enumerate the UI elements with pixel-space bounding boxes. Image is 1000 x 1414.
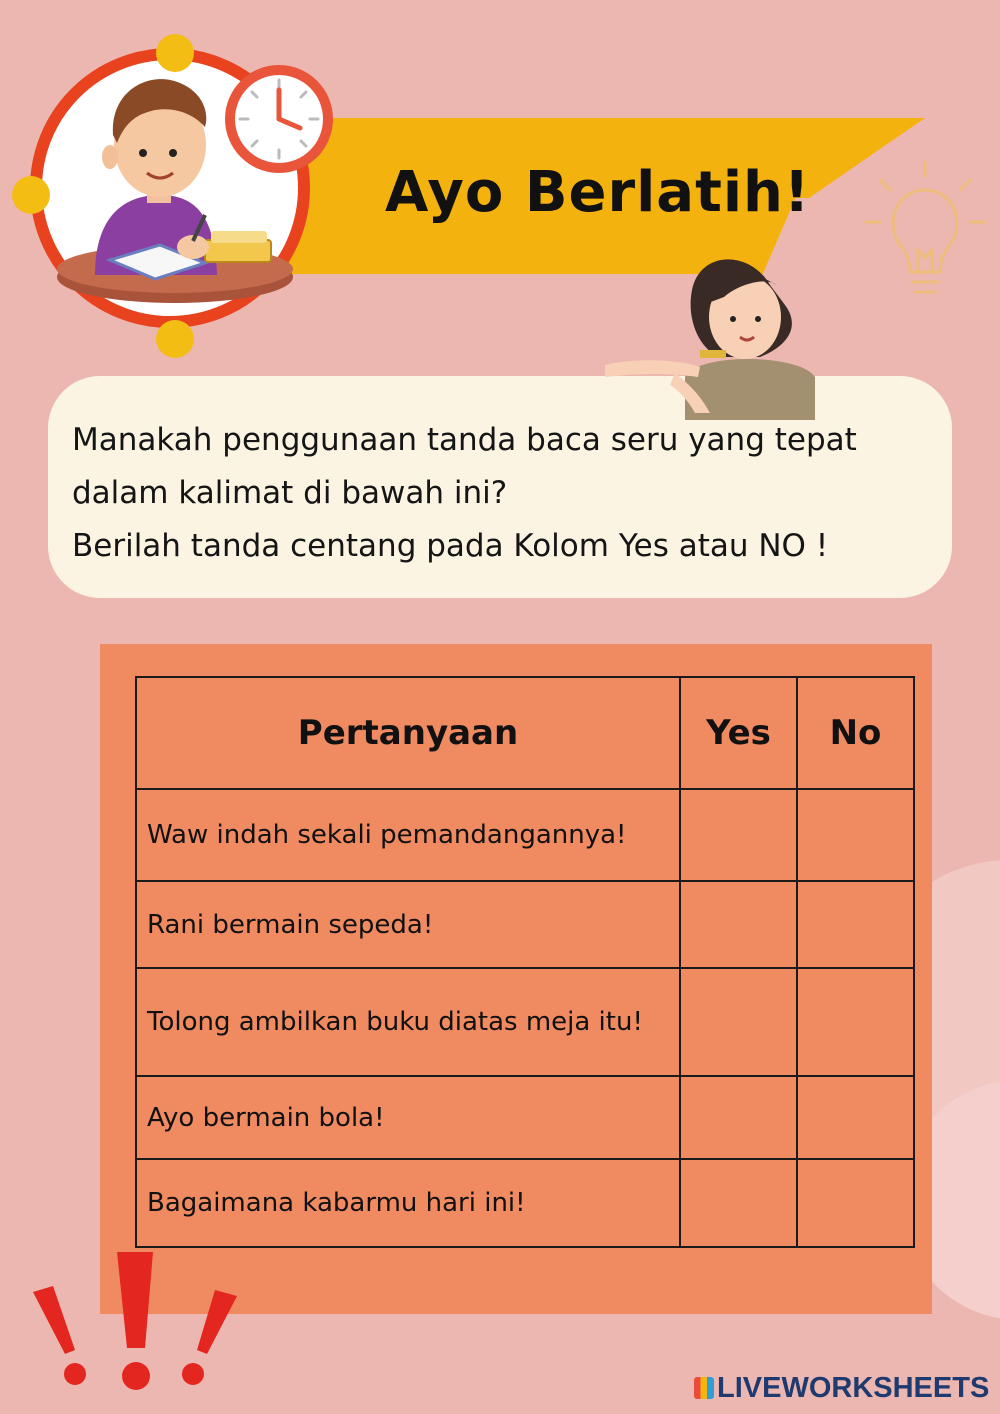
brand-logo (694, 1372, 989, 1405)
no-checkbox-cell[interactable] (797, 1076, 914, 1159)
header-yes: Yes (680, 677, 797, 789)
instruction-line: Manakah penggunaan tanda baca seru yang tepat (72, 422, 857, 458)
table-row (136, 789, 914, 881)
yes-checkbox-cell[interactable] (680, 789, 797, 881)
table-row (136, 881, 914, 968)
exclamation-marks-icon (25, 1250, 255, 1400)
instruction-text (72, 414, 857, 573)
brand-mark-icon (694, 1377, 714, 1399)
question-table (135, 676, 915, 1248)
table-header-row (136, 677, 914, 789)
teacher-illustration (600, 245, 850, 420)
decor-dot (12, 176, 50, 214)
no-checkbox-cell[interactable] (797, 881, 914, 968)
brand-name: LIVEWORKSHEETS (717, 1372, 990, 1404)
question-cell: Ayo bermain bola! (136, 1076, 680, 1159)
table-row (136, 968, 914, 1076)
question-cell: Rani bermain sepeda! (136, 881, 680, 968)
decor-dot (156, 320, 194, 358)
no-checkbox-cell[interactable] (797, 1159, 914, 1247)
header-question: Pertanyaan (136, 677, 680, 789)
yes-checkbox-cell[interactable] (680, 968, 797, 1076)
page-title: Ayo Berlatih! (385, 160, 811, 225)
question-cell: Tolong ambilkan buku diatas meja itu! (136, 968, 680, 1076)
header-no: No (797, 677, 914, 789)
question-cell: Bagaimana kabarmu hari ini! (136, 1159, 680, 1247)
yes-checkbox-cell[interactable] (680, 1159, 797, 1247)
no-checkbox-cell[interactable] (797, 789, 914, 881)
table-row (136, 1076, 914, 1159)
lightbulb-icon (860, 150, 990, 320)
yes-checkbox-cell[interactable] (680, 1076, 797, 1159)
instruction-line: Berilah tanda centang pada Kolom Yes atau NO ! (72, 528, 829, 564)
yes-checkbox-cell[interactable] (680, 881, 797, 968)
instruction-line: dalam kalimat di bawah ini? (72, 475, 508, 511)
question-cell: Waw indah sekali pemandangannya! (136, 789, 680, 881)
table-row (136, 1159, 914, 1247)
no-checkbox-cell[interactable] (797, 968, 914, 1076)
clock-icon (222, 62, 336, 176)
